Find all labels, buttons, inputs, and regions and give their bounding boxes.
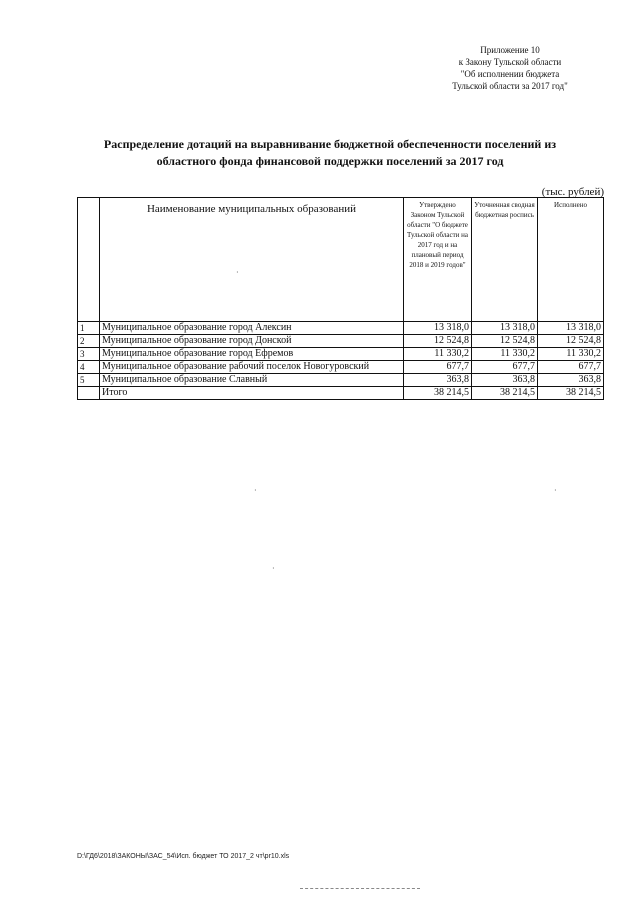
subsidy-table [77,197,604,400]
row-approved: 363,8 [404,374,472,387]
scan-speck: · [272,564,275,573]
header-executed-cell: Исполнено [538,198,604,322]
row-executed: 363,8 [538,374,604,387]
row-executed: 12 524,8 [538,335,604,348]
table-row [78,335,604,348]
row-name: Муниципальное образование город Донской [100,335,404,348]
appendix-header [420,44,600,92]
row-executed: 13 318,0 [538,322,604,335]
row-refined: 363,8 [472,374,538,387]
total-executed: 38 214,5 [538,387,604,400]
title-line: Распределение дотаций на выравнивание бюджетной обеспеченности поселений из [103,137,557,151]
row-number: 4 [78,361,100,374]
units-label: (тыс. рублей) [541,186,604,198]
row-number: 3 [78,348,100,361]
row-approved: 13 318,0 [404,322,472,335]
row-refined: 677,7 [472,361,538,374]
row-number: 5 [78,374,100,387]
row-name: Муниципальное образование рабочий поселок Новогуровский [100,361,404,374]
row-approved: 12 524,8 [404,335,472,348]
total-number [78,387,100,400]
scan-speck: · [554,486,557,495]
header-num-cell [78,198,100,322]
row-refined: 13 318,0 [472,322,538,335]
header-refined-cell: Уточненная сводная бюджетная роспись [472,198,538,322]
scan-speck: · [236,268,239,277]
appendix-line: к Закону Тульской области [458,57,562,67]
table-row [78,361,604,374]
row-name: Муниципальное образование город Алексин [100,322,404,335]
file-path-footer: D:\ГД6\2018\ЗАКОНЫ\ЗАС_54\Исп. бюджет ТО 2017_2 чт\pr10.xls [77,853,290,860]
row-executed: 11 330,2 [538,348,604,361]
total-name: Итого [100,387,404,400]
row-refined: 12 524,8 [472,335,538,348]
table-row [78,374,604,387]
document-title [70,136,590,170]
scan-artifact-line [300,888,420,889]
header-approved-cell: Утверждено Законом Тульской области "О бюджете Тульской области на 2017 год и на плановый период 2018 и 2019 годов" [404,198,472,322]
scan-speck: · [254,486,257,495]
table-total-row [78,387,604,400]
row-name: Муниципальное образование город Ефремов [100,348,404,361]
row-name: Муниципальное образование Славный [100,374,404,387]
appendix-line: "Об исполнении бюджета [460,69,560,79]
appendix-line: Приложение 10 [480,45,540,55]
row-number: 1 [78,322,100,335]
total-approved: 38 214,5 [404,387,472,400]
row-approved: 677,7 [404,361,472,374]
total-refined: 38 214,5 [472,387,538,400]
appendix-line: Тульской области за 2017 год" [452,81,568,91]
row-number: 2 [78,335,100,348]
header-name-cell: Наименование муниципальных образований [100,198,404,322]
title-line: областного фонда финансовой поддержки поселений за 2017 год [156,154,504,168]
row-executed: 677,7 [538,361,604,374]
row-approved: 11 330,2 [404,348,472,361]
table-row [78,348,604,361]
table-header-row [78,198,604,322]
table-row [78,322,604,335]
row-refined: 11 330,2 [472,348,538,361]
